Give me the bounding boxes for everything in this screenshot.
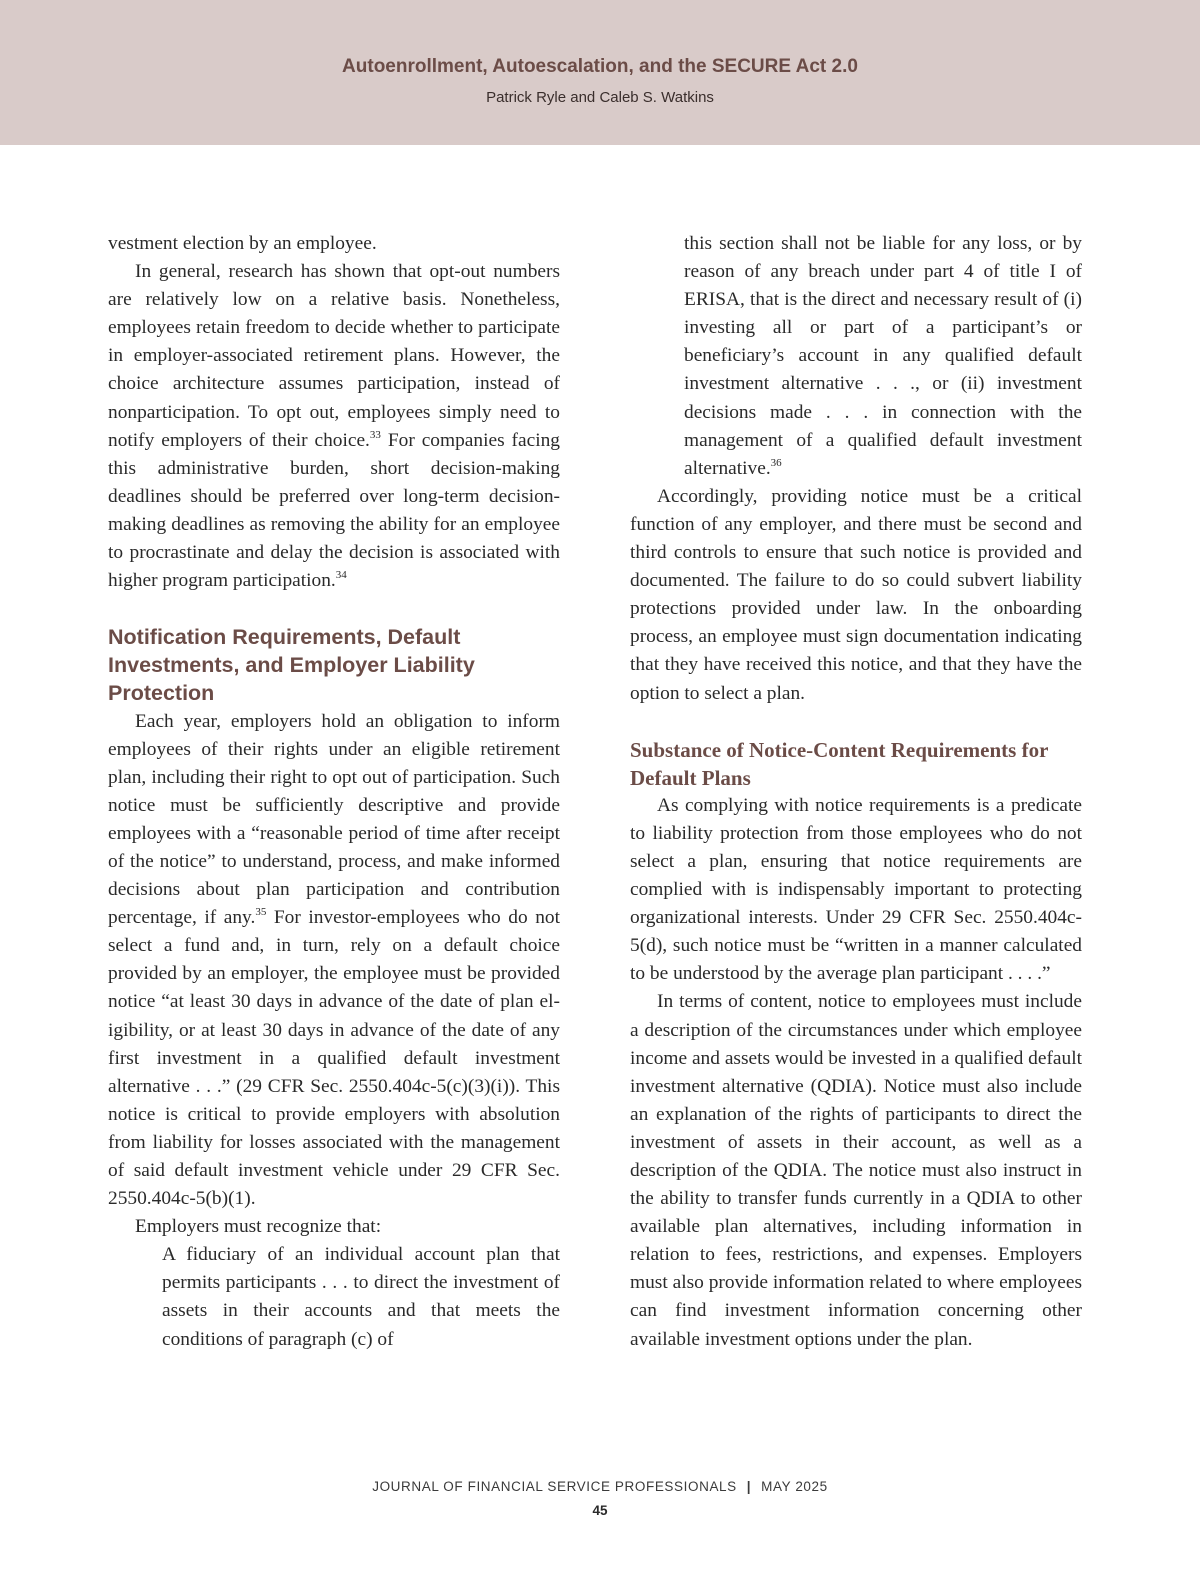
paragraph-text: In general, research has shown that opt-out numbers are relatively low on a relative basis. Nonetheless, employees retain freedom to decide whether to participate in employer-associated retirement plans. However, the choice architecture assumes participation, instead of nonparticipation. To opt out, employees simply need to notify employers of their choice. [108,261,560,451]
issue-date: MAY 2025 [761,1479,828,1494]
article-title: Autoenrollment, Autoescalation, and the SECURE Act 2.0 [342,56,858,77]
journal-name: JOURNAL OF FINANCIAL SERVICE PROFESSIONALS [372,1479,737,1494]
paragraph: Accordingly, providing notice must be a critical function of any employer, and there must be second and third controls to ensure that such notice is provided and documented. The failure to do so could subvert liability protections provided under law. In the onboarding process, an employee must sign documentation indicating that they have received this notice, and that they have the option to select a plan. [630,485,1082,704]
paragraph-text: Each year, employers hold an obligation to inform employees of their rights under an eligible retirement plan, including their right to opt out of participation. Such notice must be sufficiently descriptive and provide employees with a “reasonable period of time after receipt of the notice” to understand, process, and make informed decisions about plan participation and contribution percentage, if any. [108,710,560,929]
page-number: 45 [592,1503,608,1518]
running-header [0,0,1200,145]
paragraph: As complying with notice requirements is a predicate to liability protection from those employees who do not select a plan, ensuring that notice requirements are complied with is indispensably important to protecting organizational interests. Under 29 CFR Sec. 2550.404c-5(d), such notice must be “written in a manner calculated to be understood by the average plan participant . . . .” [630,794,1082,985]
paragraph-text: For companies facing this administrative burden, short decision-making deadlines should be preferred over long-term decision-making deadlines as removing the ability for an employee to procrastinate and delay the decision is associated with higher program participation. [108,429,560,592]
paragraph-text: For investor-employees who do not select a fund and, in turn, rely on a default choice provided by an employer, the employee must be provided notice “at least 30 days in advance of the date of plan eligibility, or at least 30 days in advance of the date of any first investment in a qualified default investment alternative . . .” (29 CFR Sec. 2550.404c-5(c)(3)(i)). This notice is critical to provide employers with absolution from liability for losses associated with the management of said default investment vehicle under 29 CFR Sec. 2550.404c-5(b)(1). [108,907,560,1210]
paragraph: vestment election by an employee. [108,233,377,254]
paragraph: In terms of content, notice to employees must include a description of the circumstances under which employee income and assets would be invested in a qualified default investment alternative (QDIA). Notice must also include an explanation of the rights of participants to direct the investment of assets in their account, as well as a description of the QDIA. The notice must also instruct in the ability to transfer funds currently in a QDIA to other available plan alternatives, including information in relation to fees, restrictions, and expenses. Employers must also provide information related to where employees can find investment information concerning other available investment options under the plan. [630,991,1082,1350]
footer-separator: | [746,1479,752,1494]
block-quote: A fiduciary of an individual account plan that permits participants . . . to direct the investment of assets in their accounts and that meets the conditions of paragraph (c) of [162,1244,560,1350]
footnote-ref: 36 [770,456,782,469]
block-quote [630,230,1082,483]
paragraph [108,708,560,1214]
journal-footer [0,1479,1200,1494]
paragraph [108,258,560,595]
article-authors: Patrick Ryle and Caleb S. Watkins [486,89,714,106]
footnote-ref: 34 [335,569,347,582]
footnote-ref: 35 [255,906,267,919]
section-heading: Substance of Notice-Content Requirements for Default Plans [630,737,1049,790]
section-heading: Notification Requirements, Default Investments, and Employer Liability Protection [108,625,475,706]
paragraph: Employers must recognize that: [135,1216,382,1238]
left-column [108,230,560,1354]
footnote-ref: 33 [369,428,381,441]
quote-text: this section shall not be liable for any loss, or by reason of any breach under part 4 of title I of ERISA, that is the direct and necessary result of (i) investing all or part of a participant’s or beneficiary’s account in any qualified default investment alternative . . ., or (ii) investment decisions made . . . in connection with the management of a qualified default investment alternative. [684,233,1082,479]
right-column [630,230,1082,1354]
